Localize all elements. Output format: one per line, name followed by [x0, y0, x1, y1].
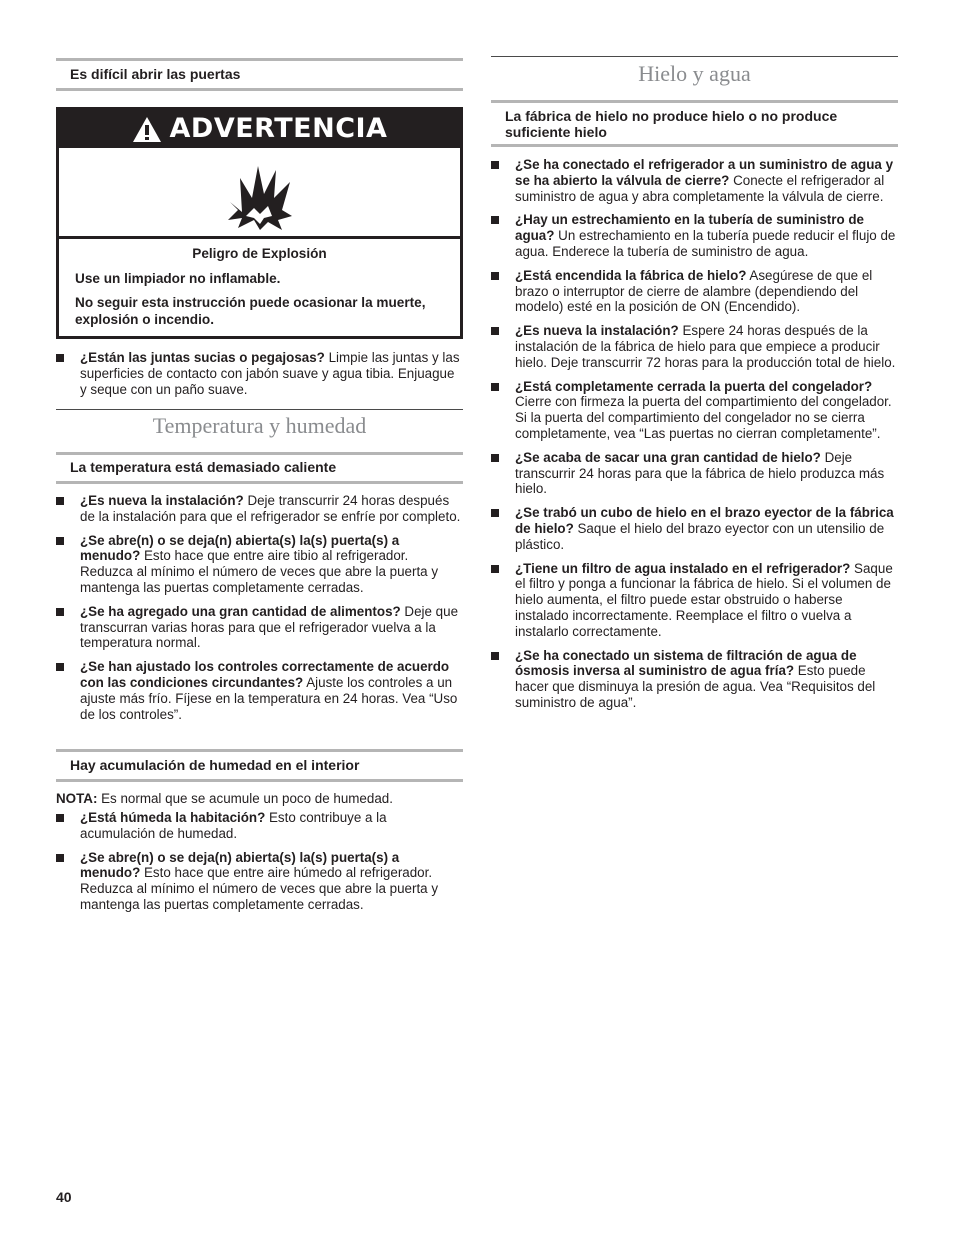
subheader-humidity [56, 749, 463, 782]
list-item: ¿Se ha conectado el refrigerador a un suministro de agua y se ha abierto la válvula de cierre? Conecte el refrigerador al suministro de agua y abra completamente la válvula de cierre. [491, 157, 898, 204]
subheader-ice-maker [491, 100, 898, 147]
section-title-ice-water: Hielo y agua [638, 61, 751, 86]
bullet-icon [56, 537, 64, 545]
bullet-icon [491, 509, 499, 517]
warning-triangle-icon [132, 116, 162, 143]
note: NOTA: Es normal que se acumule un poco de humedad. [56, 791, 393, 806]
subheader-text: Hay acumulación de humedad en el interior [70, 756, 360, 773]
subheader-text: La temperatura está demasiado caliente [70, 459, 337, 476]
page-number: 40 [56, 1189, 72, 1205]
list-item: ¿Se ha agregado una gran cantidad de alimentos? Deje que transcurran varias horas para que el refrigerador vuelva a la temperatura normal. [56, 604, 463, 651]
list-item: ¿Está completamente cerrada la puerta del congelador? Cierre con firmeza la puerta del compartimiento del congelador. Si la puerta del compartimiento del congelador no se cierra completamente, vea “Las puertas no cierran completamente”. [491, 379, 898, 442]
list-item: ¿Se han ajustado los controles correctamente de acuerdo con las condiciones circundantes? Ajuste los controles a un ajuste más frío. Fíjese en la temperatura en 24 horas. Vea “Uso de los controles”. [56, 659, 463, 722]
warning-heading: Peligro de Explosión [192, 246, 327, 261]
list-item: ¿Se abre(n) o se deja(n) abierta(s) la(s) puerta(s) a menudo? Esto hace que entre aire tibio al refrigerador. Reduzca al mínimo el número de veces que abre la puerta y mantenga las puertas completamente cerradas. [56, 533, 463, 596]
bullet-icon [491, 327, 499, 335]
ice-maker-list [491, 157, 898, 711]
subheader-text: La fábrica de hielo no produce hielo o no produce suficiente hielo [505, 107, 838, 140]
bullet-icon [491, 565, 499, 573]
bullet-icon [56, 814, 64, 822]
subheader-doors-hard-to-open [56, 58, 463, 91]
list-item: ¿Es nueva la instalación? Deje transcurrir 24 horas después de la instalación para que el refrigerador se enfríe por completo. [56, 493, 463, 525]
subheader-too-warm [56, 452, 463, 484]
bullet-icon [491, 161, 499, 169]
list-item: ¿Está húmeda la habitación? Esto contribuye a la acumulación de humedad. [56, 810, 463, 842]
bullet-icon [56, 354, 64, 362]
too-warm-list [56, 493, 463, 722]
bullet-icon [491, 383, 499, 391]
subheader-text: Es difícil abrir las puertas [70, 65, 241, 82]
warning-header [59, 110, 460, 148]
warning-title: ADVERTENCIA [169, 113, 388, 145]
humidity-list [56, 810, 463, 913]
explosion-icon-area [59, 148, 460, 239]
warning-line-1: Use un limpiador no inflamable. [75, 271, 281, 286]
list-item: ¿Se acaba de sacar una gran cantidad de hielo? Deje transcurrir 24 horas para que la fábrica de hielo produzca más hielo. [491, 450, 898, 497]
warning-line-2: No seguir esta instrucción puede ocasionar la muerte, explosión o incendio. [75, 295, 426, 327]
list-item: ¿Hay un estrechamiento en la tubería de suministro de agua? Un estrechamiento en la tubería puede reducir el flujo de agua. Enderece la tubería de suministro de agua. [491, 212, 898, 259]
list-item: ¿Están las juntas sucias o pegajosas? Limpie las juntas y las superficies de contacto con jabón suave y agua tibia. Enjuague y seque con un paño suave. [56, 350, 463, 397]
section-rule [56, 409, 463, 410]
list-item: ¿Está encendida la fábrica de hielo? Asegúrese de que el brazo o interruptor de cierre de alambre (dependiendo del modelo) esté en la posición de ON (Encendido). [491, 268, 898, 315]
bullet-icon [491, 454, 499, 462]
bullet-icon [491, 652, 499, 660]
list-item: ¿Se ha conectado un sistema de filtración de agua de ósmosis inversa al suministro de agua fría? Esto puede hacer que disminuya la presión de agua. Vea “Requisitos del suministro de agua”. [491, 648, 898, 711]
list-item: ¿Es nueva la instalación? Espere 24 horas después de la instalación de la fábrica de hielo para que empiece a producir hielo. Deje transcurrir 72 horas para la producción total de hielo. [491, 323, 898, 370]
section-title-temperature: Temperatura y humedad [152, 413, 367, 438]
bullet-icon [56, 497, 64, 505]
list-item: ¿Se trabó un cubo de hielo en el brazo eyector de la fábrica de hielo? Saque el hielo del brazo eyector con un utensilio de plástico. [491, 505, 898, 552]
bullet-icon [491, 272, 499, 280]
list-item: ¿Tiene un filtro de agua instalado en el refrigerador? Saque el filtro y ponga a funcionar la fábrica de hielo. Si el volumen de hielo aumenta, el filtro puede estar obstruido o haberse instalado incorrectamente. Reemplace el filtro o vuelva a instalarlo correctamente. [491, 561, 898, 640]
bullet-icon [56, 854, 64, 862]
warning-box [56, 107, 463, 339]
explosion-icon [224, 158, 296, 230]
bullet-icon [56, 608, 64, 616]
bullet-icon [56, 663, 64, 671]
bullet-icon [491, 216, 499, 224]
list-item: ¿Se abre(n) o se deja(n) abierta(s) la(s) puerta(s) a menudo? Esto hace que entre aire húmedo al refrigerador. Reduzca al mínimo el número de veces que abre la puerta y mantenga las puertas completamente cerradas. [56, 850, 463, 913]
section-rule [491, 56, 898, 57]
gaskets-list [56, 350, 463, 397]
